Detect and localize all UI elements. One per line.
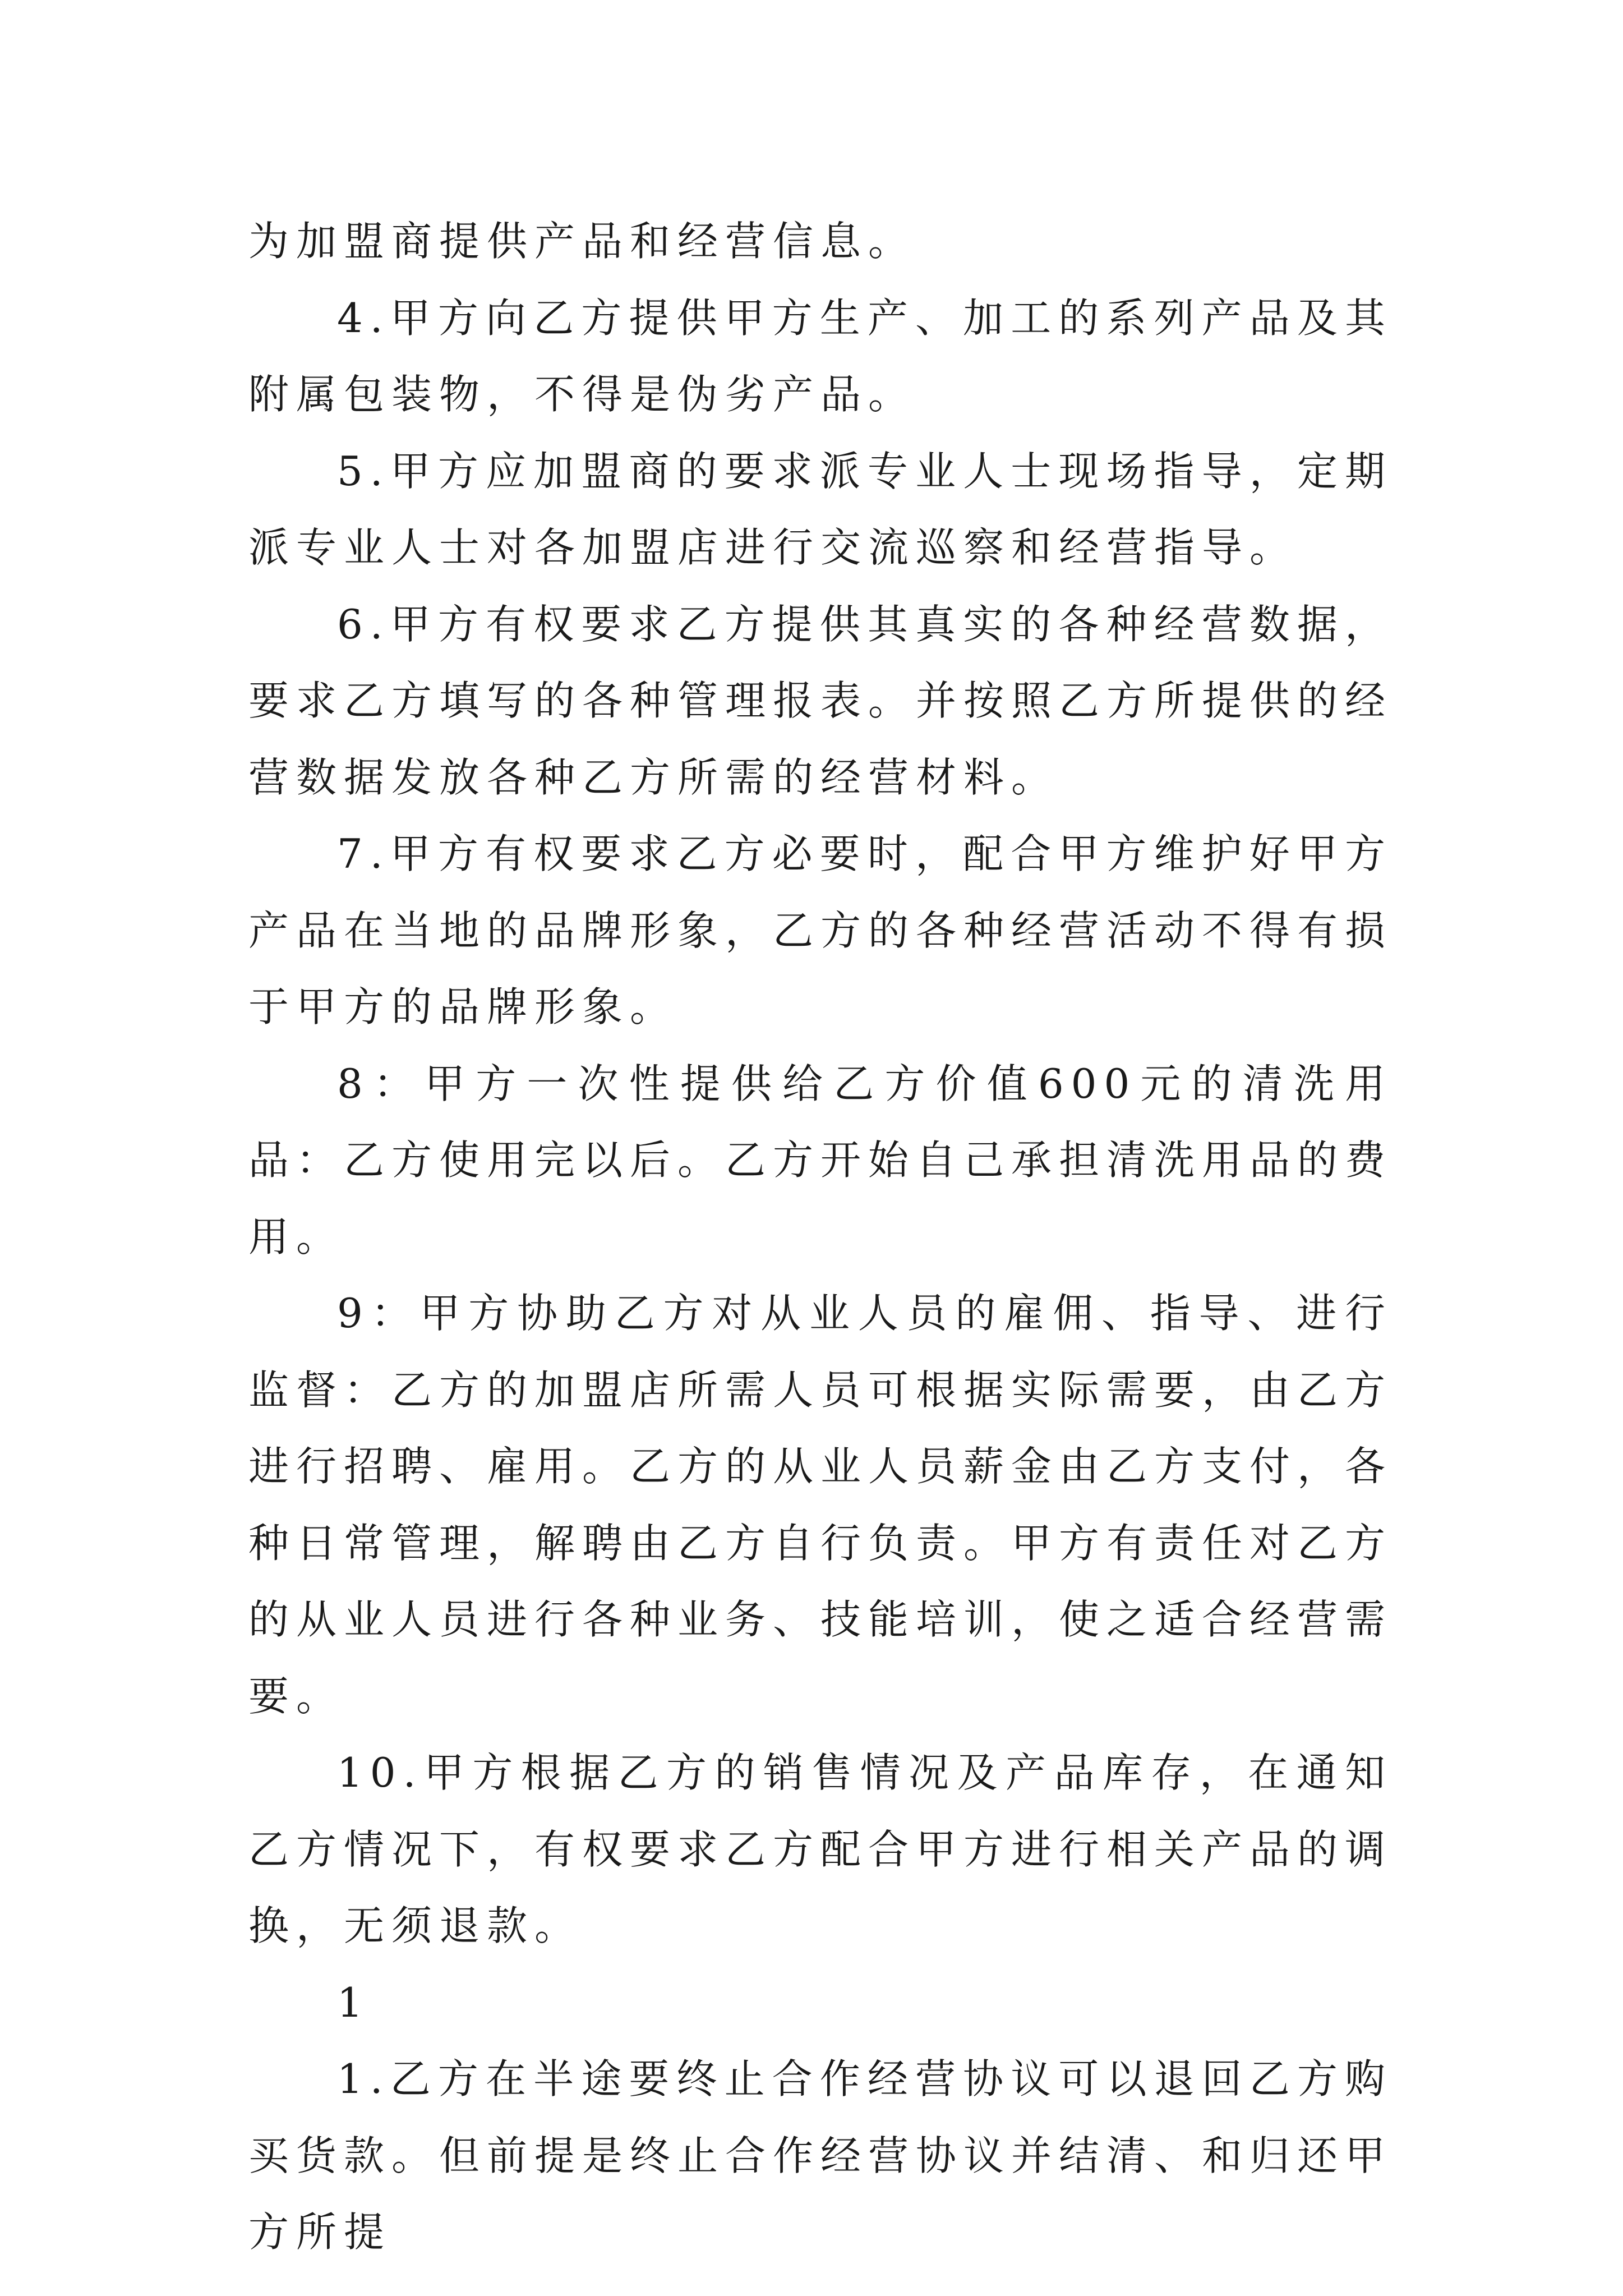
paragraph-clause-6: 6.甲方有权要求乙方提供其真实的各种经营数据，要求乙方填写的各种管理报表。并按照乙方所提供的经营数据发放各种乙方所需的经营材料。 [248,600,1393,801]
section-number: 1 [337,1978,370,2026]
paragraph-1: 为加盟商提供产品和经营信息。 [248,218,916,265]
document-body [248,203,1393,2271]
paragraph-clause-7: 7.甲方有权要求乙方必要时，配合甲方维护好甲方产品在当地的品牌形象，乙方的各种经营活动不得有损于甲方的品牌形象。 [248,830,1393,1030]
paragraph-clause-9: 9：甲方协助乙方对从业人员的雇佣、指导、进行监督：乙方的加盟店所需人员可根据实际需要，由乙方进行招聘、雇用。乙方的从业人员薪金由乙方支付，各种日常管理，解聘由乙方自行负责。甲方有责任对乙方的从业人员进行各种业务、技能培训，使之适合经营需要。 [248,1290,1393,1720]
paragraph-clause-10: 10.甲方根据乙方的销售情况及产品库存，在通知乙方情况下，有权要求乙方配合甲方进行相关产品的调换，无须退款。 [248,1749,1393,1949]
paragraph-clause-b1: 1.乙方在半途要终止合作经营协议可以退回乙方购买货款。但前提是终止合作经营协议并结清、和归还甲方所提 [248,2055,1393,2256]
paragraph-clause-4: 4.甲方向乙方提供甲方生产、加工的系列产品及其附属包装物，不得是伪劣产品。 [248,294,1393,418]
paragraph-clause-8: 8：甲方一次性提供给乙方价值600元的清洗用品：乙方使用完以后。乙方开始自己承担清洗用品的费用。 [248,1060,1393,1260]
paragraph-clause-5: 5.甲方应加盟商的要求派专业人士现场指导，定期派专业人士对各加盟店进行交流巡察和经营指导。 [248,447,1393,571]
